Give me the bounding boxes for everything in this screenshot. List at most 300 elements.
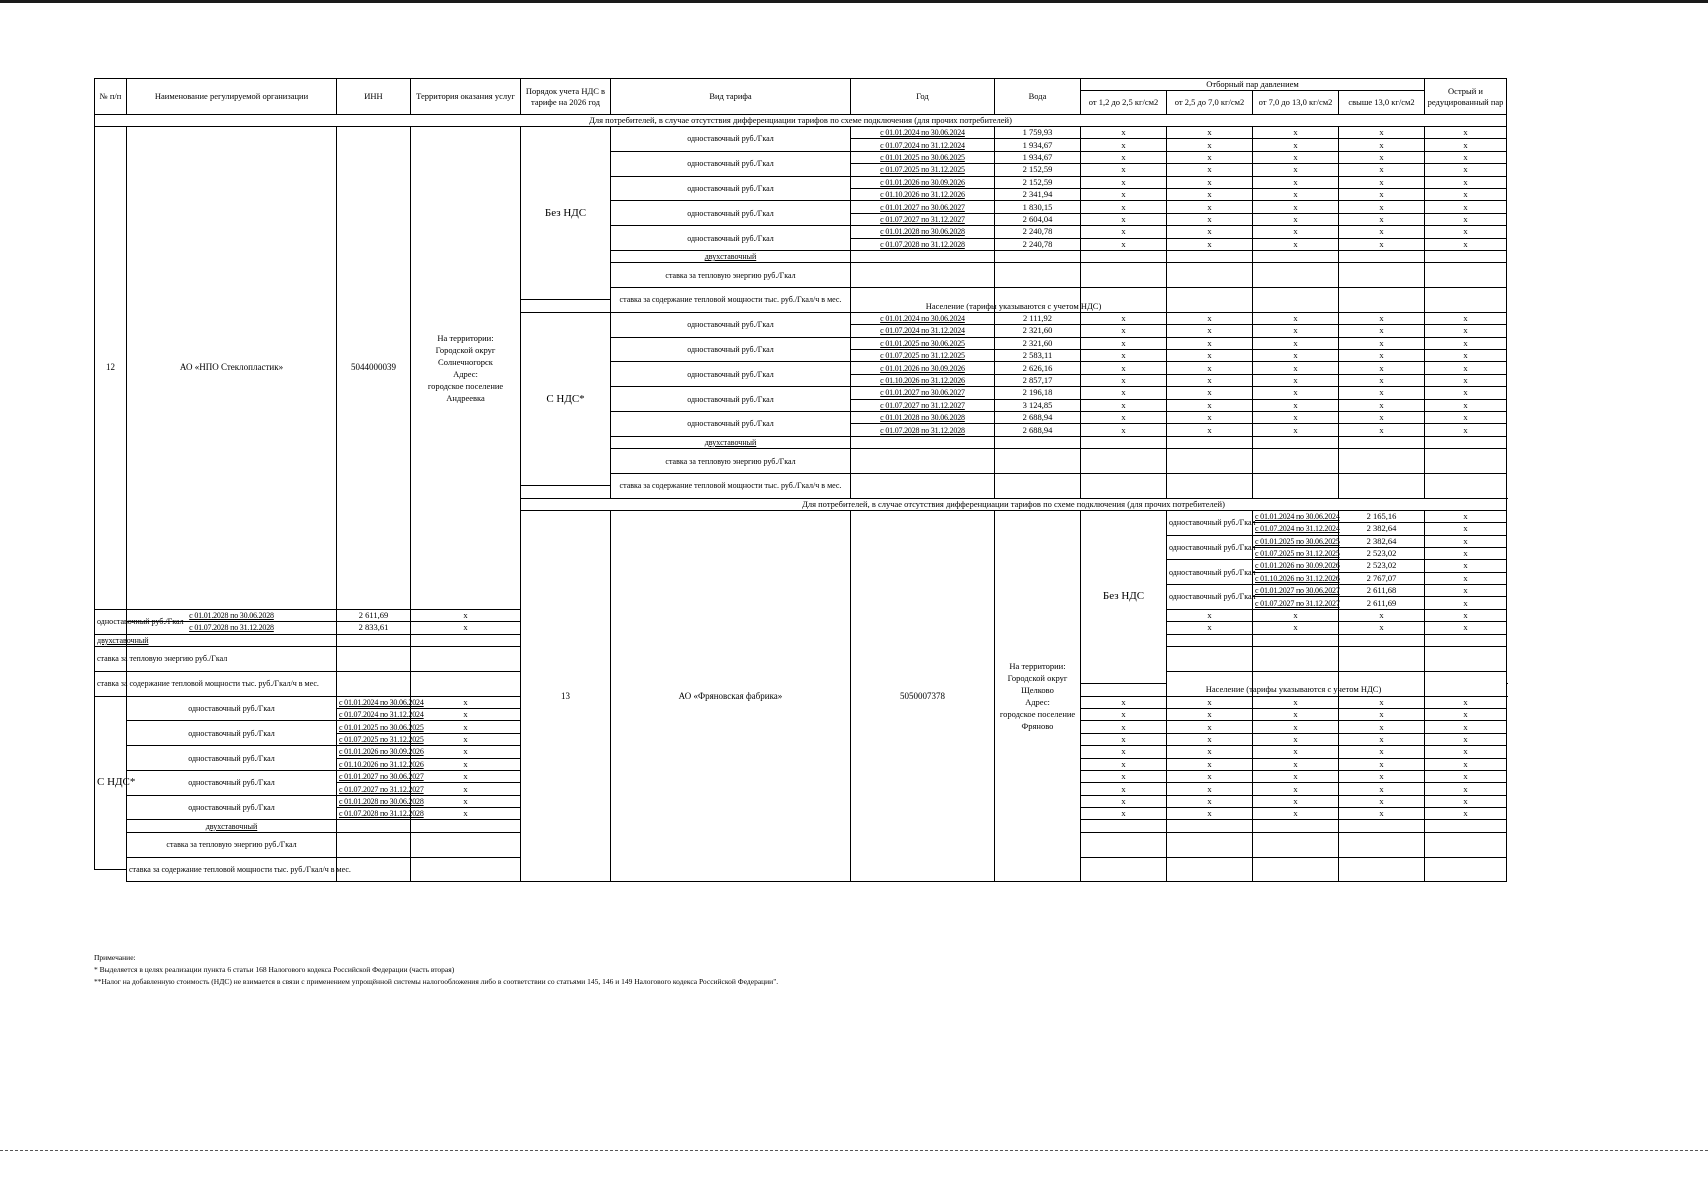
x-cell: х bbox=[1081, 387, 1167, 399]
vat-mode: Без НДС bbox=[1081, 510, 1167, 683]
x-cell: х bbox=[1167, 362, 1253, 374]
tariff-kind-one-rate: одноставочный руб./Гкал bbox=[611, 362, 851, 387]
period-cell: с 01.01.2026 по 30.09.2026 bbox=[1253, 560, 1339, 572]
x-cell: х bbox=[1339, 795, 1425, 807]
x-cell: х bbox=[1425, 708, 1507, 720]
x-cell: х bbox=[1253, 808, 1339, 820]
x-cell: х bbox=[1253, 696, 1339, 708]
note-2: **Налог на добавленную стоимость (НДС) не взимается в связи с применением упрощённой системы налогообложения либо в соответствии со статьями 145, 146 и 149 Налогового кодекса Российской Федерации". bbox=[94, 977, 779, 986]
empty-cell bbox=[411, 671, 521, 696]
period-cell: с 01.07.2028 по 31.12.2028 bbox=[127, 622, 337, 634]
x-cell: х bbox=[1425, 127, 1507, 139]
x-cell: х bbox=[1339, 696, 1425, 708]
x-cell: х bbox=[1167, 783, 1253, 795]
x-cell: х bbox=[1339, 622, 1425, 634]
empty-cell bbox=[1081, 263, 1167, 288]
x-cell: х bbox=[1425, 238, 1507, 250]
x-cell: х bbox=[1253, 708, 1339, 720]
x-cell: х bbox=[1253, 609, 1339, 621]
water-value: 2 583,11 bbox=[995, 350, 1081, 362]
x-cell: х bbox=[1081, 325, 1167, 337]
x-cell: х bbox=[1167, 708, 1253, 720]
empty-cell bbox=[1081, 250, 1167, 262]
water-value: 2 382,64 bbox=[1339, 535, 1425, 547]
water-value: 2 604,04 bbox=[995, 213, 1081, 225]
empty-cell bbox=[411, 820, 521, 832]
banner-other-consumers: Для потребителей, в случае отсутствия дифференциации тарифов по схеме подключения (для прочих потребителей) bbox=[521, 498, 1507, 510]
period-cell: с 01.07.2027 по 31.12.2027 bbox=[851, 399, 995, 411]
x-cell: х bbox=[1167, 696, 1253, 708]
x-cell: х bbox=[1167, 399, 1253, 411]
x-cell: х bbox=[1339, 387, 1425, 399]
x-cell: х bbox=[1425, 733, 1507, 745]
water-value: 2 321,60 bbox=[995, 325, 1081, 337]
empty-cell bbox=[1167, 857, 1253, 882]
period-cell: с 01.10.2026 по 31.12.2026 bbox=[337, 758, 411, 770]
x-cell: х bbox=[1425, 746, 1507, 758]
empty-cell bbox=[1339, 832, 1425, 857]
banner-population: Население (тарифы указываются с учетом НДС) bbox=[521, 300, 1507, 312]
x-cell: х bbox=[1081, 151, 1167, 163]
x-cell: х bbox=[1253, 127, 1339, 139]
empty-cell bbox=[127, 634, 337, 646]
water-value: х bbox=[411, 721, 521, 733]
header-territory: Территория оказания услуг bbox=[411, 79, 521, 115]
rate-energy-label: ставка за тепловую энергию руб./Гкал bbox=[611, 263, 851, 288]
x-cell: х bbox=[1081, 758, 1167, 770]
x-cell: х bbox=[1425, 510, 1507, 522]
x-cell: х bbox=[1167, 609, 1253, 621]
x-cell: х bbox=[1425, 758, 1507, 770]
water-value: х bbox=[411, 733, 521, 745]
period-cell: с 01.07.2024 по 31.12.2024 bbox=[851, 139, 995, 151]
x-cell: х bbox=[411, 609, 521, 621]
tariff-kind-one-rate: одноставочный руб./Гкал bbox=[127, 770, 337, 795]
empty-cell bbox=[1167, 449, 1253, 474]
empty-cell bbox=[411, 647, 521, 672]
x-cell: х bbox=[1167, 411, 1253, 423]
period-cell: с 01.07.2027 по 31.12.2027 bbox=[337, 783, 411, 795]
x-cell: х bbox=[1425, 585, 1507, 597]
x-cell: х bbox=[1253, 312, 1339, 324]
period-cell: с 01.07.2027 по 31.12.2027 bbox=[1253, 597, 1339, 609]
empty-cell bbox=[1253, 263, 1339, 288]
org-number: 12 bbox=[95, 127, 127, 610]
water-value: х bbox=[411, 808, 521, 820]
period-cell: с 01.07.2028 по 31.12.2028 bbox=[851, 238, 995, 250]
x-cell: х bbox=[1425, 151, 1507, 163]
empty-cell bbox=[851, 436, 995, 448]
period-cell: с 01.01.2025 по 30.06.2025 bbox=[1253, 535, 1339, 547]
x-cell: х bbox=[1253, 795, 1339, 807]
tariff-kind-one-rate: одноставочный руб./Гкал bbox=[611, 387, 851, 412]
x-cell: х bbox=[1339, 708, 1425, 720]
water-value: 2 833,61 bbox=[337, 622, 411, 634]
x-cell: х bbox=[1253, 721, 1339, 733]
header-inn: ИНН bbox=[337, 79, 411, 115]
empty-cell bbox=[1081, 832, 1167, 857]
empty-cell bbox=[1253, 436, 1339, 448]
x-cell: х bbox=[1253, 424, 1339, 436]
header-vat: Порядок учета НДС в тарифе на 2026 год bbox=[521, 79, 611, 115]
x-cell: х bbox=[1425, 572, 1507, 584]
org-name: АО «Фряновская фабрика» bbox=[611, 510, 851, 882]
x-cell: х bbox=[1167, 176, 1253, 188]
x-cell: х bbox=[1167, 312, 1253, 324]
empty-cell bbox=[1253, 820, 1339, 832]
x-cell: х bbox=[1167, 151, 1253, 163]
empty-cell bbox=[995, 263, 1081, 288]
period-cell: с 01.01.2024 по 30.06.2024 bbox=[337, 696, 411, 708]
tariff-kind-one-rate: одноставочный руб./Гкал bbox=[611, 201, 851, 226]
empty-cell bbox=[1081, 436, 1167, 448]
vat-mode: С НДС* bbox=[521, 312, 611, 485]
x-cell: х bbox=[1167, 188, 1253, 200]
x-cell: х bbox=[1167, 127, 1253, 139]
x-cell: х bbox=[1253, 188, 1339, 200]
x-cell: х bbox=[1253, 226, 1339, 238]
empty-cell bbox=[851, 263, 995, 288]
tariff-kind-one-rate: одноставочный руб./Гкал bbox=[611, 312, 851, 337]
x-cell: х bbox=[1167, 721, 1253, 733]
x-cell: х bbox=[1253, 387, 1339, 399]
water-value: 2 152,59 bbox=[995, 164, 1081, 176]
tariff-table bbox=[94, 78, 1507, 882]
x-cell: х bbox=[1081, 188, 1167, 200]
x-cell: х bbox=[1167, 733, 1253, 745]
x-cell: х bbox=[1339, 238, 1425, 250]
table-row bbox=[95, 115, 1507, 127]
water-value: 3 124,85 bbox=[995, 399, 1081, 411]
x-cell: х bbox=[1339, 325, 1425, 337]
x-cell: х bbox=[1425, 188, 1507, 200]
x-cell: х bbox=[1167, 337, 1253, 349]
x-cell: х bbox=[1339, 139, 1425, 151]
header-sharp-steam: Острый и редуцированный пар bbox=[1425, 79, 1507, 115]
empty-cell bbox=[1425, 250, 1507, 262]
x-cell: х bbox=[1425, 325, 1507, 337]
empty-cell bbox=[337, 820, 411, 832]
territory-line: Городской округ bbox=[1007, 673, 1068, 684]
x-cell: х bbox=[1253, 733, 1339, 745]
x-cell: х bbox=[1167, 424, 1253, 436]
empty-cell bbox=[1253, 857, 1339, 882]
empty-cell bbox=[1167, 647, 1253, 672]
org-name: АО «НПО Стеклопластик» bbox=[127, 127, 337, 610]
water-value: 2 165,16 bbox=[1339, 510, 1425, 522]
x-cell: х bbox=[1339, 213, 1425, 225]
empty-cell bbox=[1081, 820, 1167, 832]
empty-cell bbox=[1425, 832, 1507, 857]
empty-cell bbox=[1081, 857, 1167, 882]
header-water: Вода bbox=[995, 79, 1081, 115]
empty-cell bbox=[337, 647, 411, 672]
x-cell: х bbox=[1081, 374, 1167, 386]
tariff-kind-one-rate: одноставочный руб./Гкал bbox=[95, 609, 127, 634]
x-cell: х bbox=[1081, 238, 1167, 250]
org-number: 13 bbox=[521, 510, 611, 882]
period-cell: с 01.07.2028 по 31.12.2028 bbox=[851, 424, 995, 436]
empty-cell bbox=[1425, 820, 1507, 832]
empty-cell bbox=[1167, 436, 1253, 448]
x-cell: х bbox=[1081, 783, 1167, 795]
empty-cell bbox=[1425, 263, 1507, 288]
x-cell: х bbox=[1425, 374, 1507, 386]
banner-other-consumers: Для потребителей, в случае отсутствия дифференциации тарифов по схеме подключения (для прочих потребителей) bbox=[95, 115, 1507, 127]
header-pressure-4: свыше 13,0 кг/см2 bbox=[1339, 91, 1425, 115]
x-cell: х bbox=[1425, 721, 1507, 733]
x-cell: х bbox=[1339, 127, 1425, 139]
x-cell: х bbox=[1081, 127, 1167, 139]
empty-cell bbox=[337, 634, 411, 646]
territory-line: Городской округ bbox=[435, 344, 496, 355]
empty-cell bbox=[1339, 820, 1425, 832]
rate-energy-label: ставка за тепловую энергию руб./Гкал bbox=[127, 832, 337, 857]
tariff-kind-one-rate: одноставочный руб./Гкал bbox=[611, 127, 851, 152]
x-cell: х bbox=[1425, 622, 1507, 634]
x-cell: х bbox=[1425, 609, 1507, 621]
empty-cell bbox=[1339, 647, 1425, 672]
rate-capacity-label: ставка за содержание тепловой мощности тыс. руб./Гкал/ч в мес. bbox=[611, 473, 851, 498]
period-cell: с 01.10.2026 по 31.12.2026 bbox=[851, 374, 995, 386]
x-cell: х bbox=[1167, 201, 1253, 213]
x-cell: х bbox=[1081, 176, 1167, 188]
empty-cell bbox=[1425, 449, 1507, 474]
empty-cell bbox=[995, 436, 1081, 448]
rate-capacity-label: ставка за содержание тепловой мощности тыс. руб./Гкал/ч в мес. bbox=[611, 288, 851, 313]
water-value: 1 934,67 bbox=[995, 139, 1081, 151]
period-cell: с 01.01.2028 по 30.06.2028 bbox=[851, 411, 995, 423]
tariff-kind-one-rate: одноставочный руб./Гкал bbox=[1167, 585, 1253, 610]
x-cell: х bbox=[1167, 213, 1253, 225]
period-cell: с 01.07.2025 по 31.12.2025 bbox=[1253, 547, 1339, 559]
x-cell: х bbox=[1081, 795, 1167, 807]
x-cell: х bbox=[1339, 151, 1425, 163]
territory-line: Андреевка bbox=[446, 392, 485, 403]
x-cell: х bbox=[1253, 238, 1339, 250]
empty-cell bbox=[995, 250, 1081, 262]
x-cell: х bbox=[1081, 362, 1167, 374]
x-cell: х bbox=[1253, 411, 1339, 423]
x-cell: х bbox=[1339, 374, 1425, 386]
x-cell: х bbox=[1425, 808, 1507, 820]
x-cell: х bbox=[1253, 783, 1339, 795]
x-cell: х bbox=[1081, 312, 1167, 324]
x-cell: х bbox=[1081, 226, 1167, 238]
org-territory bbox=[995, 510, 1081, 882]
x-cell: х bbox=[1339, 733, 1425, 745]
tariff-kind-one-rate: одноставочный руб./Гкал bbox=[611, 176, 851, 201]
period-cell: с 01.01.2028 по 30.06.2028 bbox=[337, 795, 411, 807]
empty-cell bbox=[1081, 473, 1167, 498]
tariff-kind-one-rate: одноставочный руб./Гкал bbox=[127, 696, 337, 721]
period-cell: с 01.01.2026 по 30.09.2026 bbox=[851, 362, 995, 374]
x-cell: х bbox=[1167, 387, 1253, 399]
x-cell: х bbox=[1339, 350, 1425, 362]
empty-cell bbox=[1339, 436, 1425, 448]
x-cell: х bbox=[1253, 350, 1339, 362]
x-cell: х bbox=[1253, 770, 1339, 782]
period-cell: с 01.01.2024 по 30.06.2024 bbox=[851, 312, 995, 324]
scan-edge-bottom bbox=[0, 1150, 1708, 1151]
x-cell: х bbox=[1081, 721, 1167, 733]
x-cell: х bbox=[1339, 164, 1425, 176]
period-cell: с 01.01.2027 по 30.06.2027 bbox=[337, 770, 411, 782]
x-cell: х bbox=[1253, 164, 1339, 176]
period-cell: с 01.01.2027 по 30.06.2027 bbox=[851, 387, 995, 399]
period-cell: с 01.01.2026 по 30.09.2026 bbox=[851, 176, 995, 188]
x-cell: х bbox=[1167, 374, 1253, 386]
header-pressure-2: от 2,5 до 7,0 кг/см2 bbox=[1167, 91, 1253, 115]
water-value: 1 759,93 bbox=[995, 127, 1081, 139]
x-cell: х bbox=[1081, 337, 1167, 349]
tariff-kind-two-rate: двухставочный bbox=[611, 250, 851, 262]
x-cell: х bbox=[1081, 808, 1167, 820]
water-value: х bbox=[411, 795, 521, 807]
territory-line: Солнечногорск bbox=[438, 356, 493, 367]
x-cell: х bbox=[1425, 696, 1507, 708]
territory-line: Щелково bbox=[1021, 685, 1054, 696]
water-value: х bbox=[411, 708, 521, 720]
empty-cell bbox=[1167, 473, 1253, 498]
tariff-kind-one-rate: одноставочный руб./Гкал bbox=[1167, 560, 1253, 585]
x-cell: х bbox=[1425, 399, 1507, 411]
x-cell: х bbox=[1081, 424, 1167, 436]
water-value: х bbox=[411, 696, 521, 708]
empty-cell bbox=[1425, 647, 1507, 672]
period-cell: с 01.01.2025 по 30.06.2025 bbox=[851, 151, 995, 163]
territory-line: Адрес: bbox=[1025, 697, 1050, 708]
territory-line: городское поселение bbox=[427, 380, 504, 391]
water-value: х bbox=[411, 770, 521, 782]
rate-energy-label: ставка за тепловую энергию руб./Гкал bbox=[95, 647, 127, 672]
tariff-kind-one-rate: одноставочный руб./Гкал bbox=[127, 795, 337, 820]
territory-line: городское поселение bbox=[999, 709, 1076, 720]
territory-line: Адрес: bbox=[453, 368, 478, 379]
x-cell: х bbox=[1081, 733, 1167, 745]
x-cell: х bbox=[1339, 337, 1425, 349]
x-cell: х bbox=[1339, 399, 1425, 411]
empty-cell bbox=[1339, 263, 1425, 288]
x-cell: х bbox=[1425, 547, 1507, 559]
notes-title: Примечание: bbox=[94, 953, 136, 962]
x-cell: х bbox=[1339, 721, 1425, 733]
x-cell: х bbox=[1253, 374, 1339, 386]
x-cell: х bbox=[1253, 399, 1339, 411]
x-cell: х bbox=[1425, 201, 1507, 213]
tariff-kind-one-rate: одноставочный руб./Гкал bbox=[1167, 510, 1253, 535]
period-cell: с 01.07.2024 по 31.12.2024 bbox=[851, 325, 995, 337]
water-value: 2 611,68 bbox=[1339, 585, 1425, 597]
water-value: 2 767,07 bbox=[1339, 572, 1425, 584]
water-value: 2 341,94 bbox=[995, 188, 1081, 200]
water-value: 1 934,67 bbox=[995, 151, 1081, 163]
empty-cell bbox=[1425, 473, 1507, 498]
period-cell: с 01.01.2024 по 30.06.2024 bbox=[851, 127, 995, 139]
header-period: Год bbox=[851, 79, 995, 115]
banner-population: Население (тарифы указываются с учетом НДС) bbox=[1081, 684, 1507, 696]
tariff-kind-one-rate: одноставочный руб./Гкал bbox=[611, 226, 851, 251]
scan-edge-top bbox=[0, 0, 1708, 3]
water-value: 2 611,69 bbox=[337, 609, 411, 621]
empty-cell bbox=[1339, 634, 1425, 646]
x-cell: х bbox=[1425, 350, 1507, 362]
empty-cell bbox=[1167, 832, 1253, 857]
x-cell: х bbox=[1425, 164, 1507, 176]
empty-cell bbox=[851, 449, 995, 474]
x-cell: х bbox=[1253, 139, 1339, 151]
x-cell: х bbox=[1081, 411, 1167, 423]
empty-cell bbox=[1167, 263, 1253, 288]
x-cell: х bbox=[1339, 783, 1425, 795]
x-cell: х bbox=[1339, 312, 1425, 324]
x-cell: х bbox=[1167, 746, 1253, 758]
org-inn: 5050007378 bbox=[851, 510, 995, 882]
empty-cell bbox=[1167, 634, 1253, 646]
x-cell: х bbox=[1339, 746, 1425, 758]
empty-cell bbox=[411, 857, 521, 882]
x-cell: х bbox=[1081, 213, 1167, 225]
water-value: 2 240,78 bbox=[995, 226, 1081, 238]
header-pressure-3: от 7,0 до 13,0 кг/см2 bbox=[1253, 91, 1339, 115]
tariff-kind-one-rate: одноставочный руб./Гкал bbox=[611, 337, 851, 362]
x-cell: х bbox=[1339, 770, 1425, 782]
x-cell: х bbox=[1339, 362, 1425, 374]
period-cell: с 01.07.2025 по 31.12.2025 bbox=[337, 733, 411, 745]
x-cell: х bbox=[1253, 325, 1339, 337]
x-cell: х bbox=[1425, 213, 1507, 225]
x-cell: х bbox=[1167, 226, 1253, 238]
tariff-kind-one-rate: одноставочный руб./Гкал bbox=[127, 746, 337, 771]
x-cell: х bbox=[1425, 362, 1507, 374]
x-cell: х bbox=[1167, 758, 1253, 770]
territory-line: Фряново bbox=[1021, 721, 1054, 732]
x-cell: х bbox=[1253, 201, 1339, 213]
x-cell: х bbox=[1081, 399, 1167, 411]
tariff-kind-one-rate: одноставочный руб./Гкал bbox=[1167, 535, 1253, 560]
x-cell: х bbox=[1425, 337, 1507, 349]
period-cell: с 01.01.2028 по 30.06.2028 bbox=[851, 226, 995, 238]
x-cell: х bbox=[1081, 746, 1167, 758]
x-cell: х bbox=[411, 622, 521, 634]
x-cell: х bbox=[1425, 770, 1507, 782]
tariff-body bbox=[95, 115, 1507, 882]
x-cell: х bbox=[1167, 139, 1253, 151]
x-cell: х bbox=[1339, 188, 1425, 200]
x-cell: х bbox=[1253, 213, 1339, 225]
x-cell: х bbox=[1081, 350, 1167, 362]
period-cell: с 01.01.2025 по 30.06.2025 bbox=[851, 337, 995, 349]
rate-energy-label: ставка за тепловую энергию руб./Гкал bbox=[611, 449, 851, 474]
empty-cell bbox=[411, 634, 521, 646]
header-org: Наименование регулируемой организации bbox=[127, 79, 337, 115]
empty-cell bbox=[1339, 473, 1425, 498]
empty-cell bbox=[1253, 634, 1339, 646]
empty-cell bbox=[1425, 634, 1507, 646]
x-cell: х bbox=[1081, 201, 1167, 213]
x-cell: х bbox=[1081, 696, 1167, 708]
x-cell: х bbox=[1339, 176, 1425, 188]
period-cell: с 01.07.2025 по 31.12.2025 bbox=[851, 164, 995, 176]
period-cell: с 01.10.2026 по 31.12.2026 bbox=[851, 188, 995, 200]
water-value: 2 688,94 bbox=[995, 424, 1081, 436]
x-cell: х bbox=[1425, 312, 1507, 324]
water-value: 2 196,18 bbox=[995, 387, 1081, 399]
period-cell: с 01.07.2027 по 31.12.2027 bbox=[851, 213, 995, 225]
x-cell: х bbox=[1167, 808, 1253, 820]
header-num: № п/п bbox=[95, 79, 127, 115]
x-cell: х bbox=[1425, 795, 1507, 807]
